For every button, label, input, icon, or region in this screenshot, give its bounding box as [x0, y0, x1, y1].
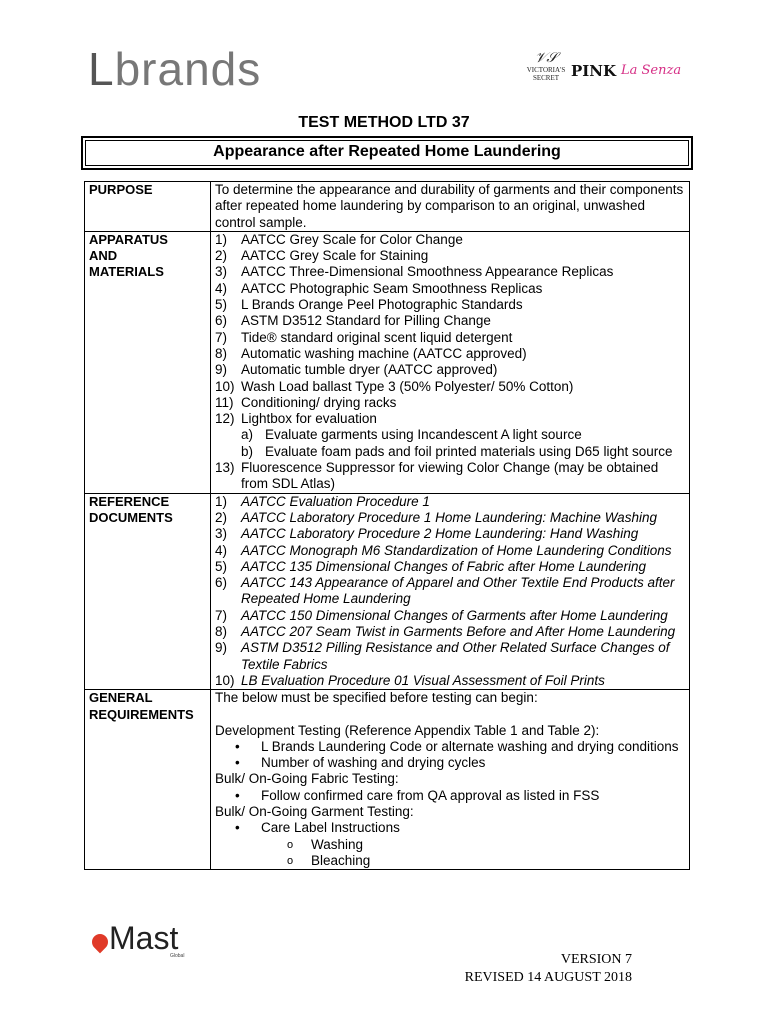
reference-list — [215, 494, 685, 690]
list-item: 10) Wash Load ballast Type 3 (50% Polyester/ 50% Cotton) — [215, 378, 574, 394]
list-item: 5) L Brands Orange Peel Photographic Standards — [215, 297, 523, 313]
list-item: • Care Label Instructions — [235, 820, 400, 836]
brand-logos — [524, 52, 684, 88]
list-item: 6) AATCC 143 Appearance of Apparel and Other Textile End Products after Repeated Home Laundering — [215, 575, 675, 607]
mast-wordmark: Mast — [109, 920, 179, 956]
subtitle-box — [81, 136, 693, 170]
purpose-label — [85, 182, 211, 232]
version-block — [442, 951, 632, 987]
apparatus-content — [211, 231, 690, 493]
development-heading: Development Testing (Reference Appendix Table 1 and Table 2): — [215, 722, 600, 738]
list-item: 2) AATCC Laboratory Procedure 1 Home Laundering: Machine Washing — [215, 509, 657, 525]
version-number: VERSION 7 — [560, 952, 632, 967]
mast-global-logo — [92, 922, 212, 962]
logo-brands: brands — [114, 43, 262, 95]
reference-label-1: REFERENCE — [89, 493, 170, 509]
vs-monogram-icon: 𝒱𝒮 — [534, 51, 558, 66]
lightbox-sub-list — [215, 427, 685, 460]
list-item: • L Brands Laundering Code or alternate washing and drying conditions — [235, 738, 679, 754]
table-row-apparatus — [85, 231, 690, 493]
spacer — [215, 707, 685, 723]
list-item: 3) AATCC Three-Dimensional Smoothness Appearance Replicas — [215, 264, 614, 280]
vs-line-2: SECRET — [532, 74, 560, 82]
apparatus-label-3: MATERIALS — [89, 264, 164, 280]
list-item: 4) AATCC Monograph M6 Standardization of Home Laundering Conditions — [215, 542, 672, 558]
apparatus-label-2: AND — [89, 248, 118, 264]
reference-content — [211, 493, 690, 690]
apparatus-label — [85, 231, 211, 493]
list-item: a) Evaluate garments using Incandescent A light source — [241, 427, 582, 443]
list-item: 9) ASTM D3512 Pilling Resistance and Other Related Surface Changes of Textile Fabrics — [215, 640, 670, 672]
list-item: b) Evaluate foam pads and foil printed materials using D65 light source — [241, 443, 673, 459]
table-row-purpose — [85, 182, 690, 232]
apparatus-label-1: APPARATUS — [89, 231, 168, 247]
list-item: 6) ASTM D3512 Standard for Pilling Change — [215, 313, 491, 329]
list-item: o Washing — [287, 836, 364, 852]
logo-l: L — [88, 43, 115, 95]
purpose-label-text: PURPOSE — [89, 182, 153, 197]
list-item: o Bleaching — [287, 852, 371, 868]
list-item: • Follow confirmed care from QA approval as listed in FSS — [235, 787, 600, 803]
list-item: 11) Conditioning/ drying racks — [215, 394, 397, 410]
general-label-2: REQUIREMENTS — [89, 706, 194, 722]
garment-heading: Bulk/ On-Going Garment Testing: — [215, 803, 414, 819]
reference-label — [85, 493, 211, 690]
lbrands-logo — [88, 43, 262, 95]
mast-drop-icon — [89, 931, 112, 954]
list-item: 8) AATCC 207 Seam Twist in Garments Before and After Home Laundering — [215, 624, 676, 640]
la-senza-logo: La Senza — [621, 63, 682, 78]
victorias-secret-logo — [524, 52, 568, 82]
list-item: 9) Automatic tumble dryer (AATCC approved) — [215, 362, 498, 378]
general-intro: The below must be specified before testing can begin: — [215, 690, 538, 706]
list-item: 7) Tide® standard original scent liquid detergent — [215, 329, 513, 345]
purpose-content: To determine the appearance and durability of garments and their components after repeated home laundering by comparison to an original, unwashed control sample. — [211, 182, 690, 232]
general-label — [85, 690, 211, 870]
revision-date: REVISED 14 AUGUST 2018 — [464, 970, 632, 985]
test-method-table — [84, 181, 690, 870]
general-label-1: GENERAL — [89, 690, 153, 706]
list-item: 13) Fluorescence Suppressor for viewing Color Change (may be obtained from SDL Atlas) — [215, 460, 659, 492]
fabric-heading: Bulk/ On-Going Fabric Testing: — [215, 771, 399, 787]
list-item: • Number of washing and drying cycles — [235, 755, 486, 771]
list-item: 1) AATCC Grey Scale for Color Change — [215, 231, 463, 247]
list-item: 2) AATCC Grey Scale for Staining — [215, 248, 429, 264]
list-item: 10) LB Evaluation Procedure 01 Visual Assessment of Foil Prints — [215, 672, 605, 688]
list-item: 4) AATCC Photographic Seam Smoothness Replicas — [215, 280, 543, 296]
list-item: 12) Lightbox for evaluation — [215, 411, 377, 427]
list-item: 7) AATCC 150 Dimensional Changes of Garments after Home Laundering — [215, 607, 668, 623]
general-content — [211, 690, 690, 870]
pink-logo: PINK — [571, 62, 617, 80]
reference-label-2: DOCUMENTS — [89, 509, 173, 525]
list-item: 8) Automatic washing machine (AATCC approved) — [215, 345, 527, 361]
list-item: 3) AATCC Laboratory Procedure 2 Home Laundering: Hand Washing — [215, 526, 639, 542]
list-item: 5) AATCC 135 Dimensional Changes of Fabric after Home Laundering — [215, 558, 646, 574]
mast-subtitle: Global — [170, 953, 185, 959]
table-row-reference — [85, 493, 690, 690]
document-title: TEST METHOD LTD 37 — [298, 114, 470, 131]
document-subtitle: Appearance after Repeated Home Laundering — [85, 140, 689, 166]
vs-line-1: VICTORIA'S — [526, 66, 566, 74]
table-row-general — [85, 690, 690, 870]
apparatus-list-continued — [215, 460, 685, 493]
list-item: 1) AATCC Evaluation Procedure 1 — [215, 493, 430, 509]
apparatus-list — [215, 232, 685, 428]
